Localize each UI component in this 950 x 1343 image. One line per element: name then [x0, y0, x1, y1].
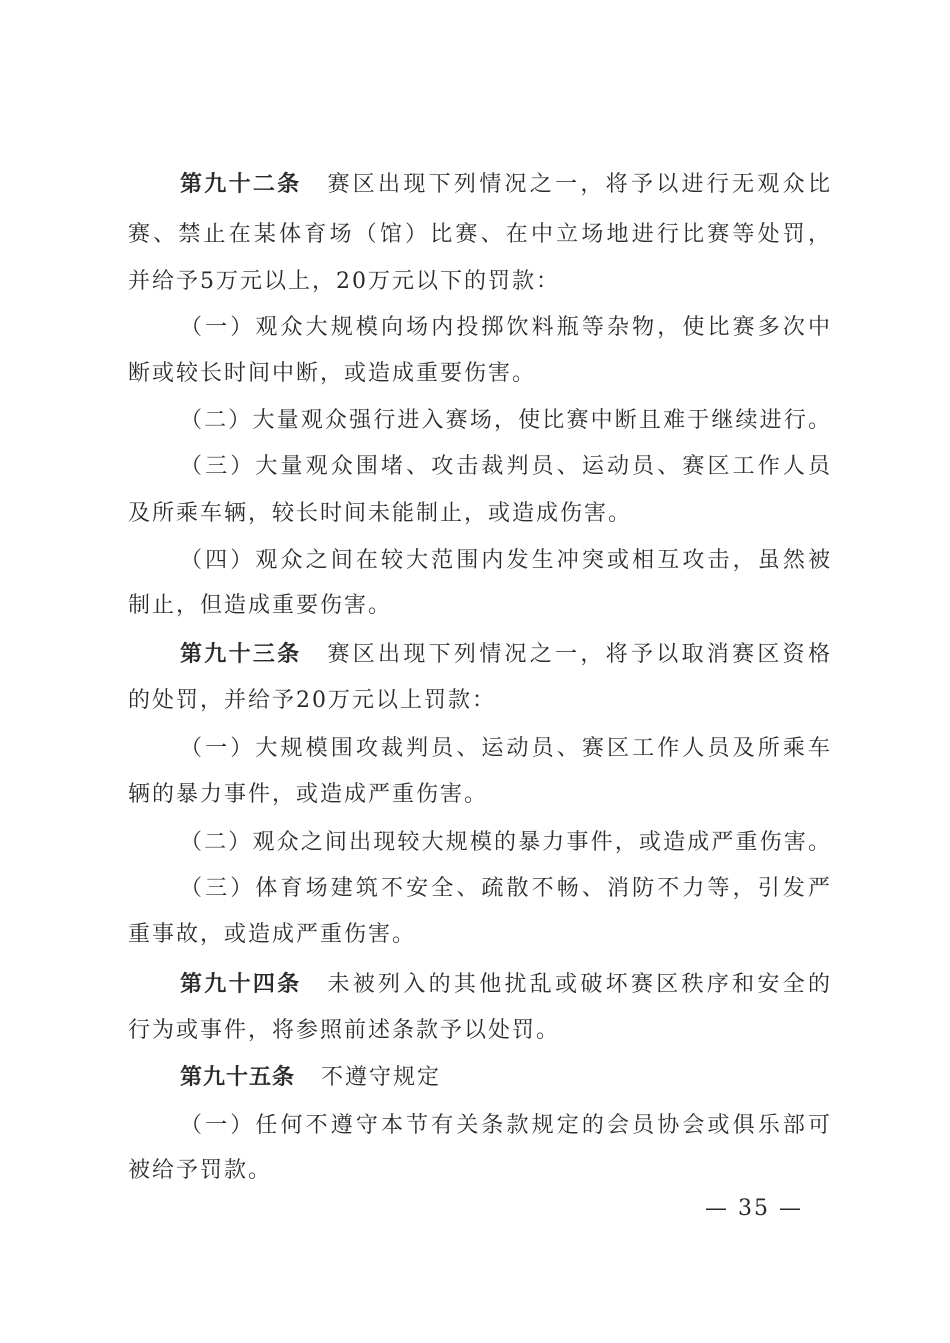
article-text: 不遵守规定 [321, 1065, 442, 1090]
article-94-line: 行为或事件，将参照前述条款予以处罚。 [128, 1018, 561, 1043]
clause: 辆的暴力事件，或造成严重伤害。 [128, 782, 489, 807]
article-93-line: 的处罚，并给予20万元以上罚款： [128, 688, 496, 713]
article-heading: 第九十四条 [180, 972, 302, 997]
clause: （一）大规模围攻裁判员、运动员、赛区工作人员及所乘车 [180, 736, 832, 761]
clause: （四）观众之间在较大范围内发生冲突或相互攻击，虽然被 [180, 548, 832, 573]
article-92-line: 并给予5万元以上，20万元以下的罚款： [128, 269, 560, 294]
clause: （一）任何不遵守本节有关条款规定的会员协会或俱乐部可 [180, 1113, 832, 1138]
article-heading: 第九十三条 [180, 642, 302, 667]
article-94-line [180, 970, 832, 1000]
clause: （三）大量观众围堵、攻击裁判员、运动员、赛区工作人员 [180, 454, 832, 479]
article-92-line: 赛、禁止在某体育场（馆）比赛、在中立场地进行比赛等处罚， [128, 222, 832, 247]
article-93-line [180, 640, 832, 670]
clause: （二）大量观众强行进入赛场，使比赛中断且难于继续进行。 [180, 408, 832, 433]
article-text: 未被列入的其他扰乱或破坏赛区秩序和安全的 [327, 972, 832, 997]
clause: 断或较长时间中断，或造成重要伤害。 [128, 361, 537, 386]
article-95-line [180, 1063, 441, 1093]
article-92-line [180, 170, 832, 200]
article-text: 赛区出现下列情况之一，将予以取消赛区资格 [327, 642, 832, 667]
clause: （二）观众之间出现较大规模的暴力事件，或造成严重伤害。 [180, 830, 832, 855]
article-text: 赛区出现下列情况之一，将予以进行无观众比 [327, 172, 832, 197]
clause: （一）观众大规模向场内投掷饮料瓶等杂物，使比赛多次中 [180, 315, 832, 340]
article-heading: 第九十二条 [180, 172, 302, 197]
article-heading: 第九十五条 [180, 1065, 296, 1090]
clause: 制止，但造成重要伤害。 [128, 593, 393, 618]
clause: （三）体育场建筑不安全、疏散不畅、消防不力等，引发严 [180, 876, 832, 901]
clause: 及所乘车辆，较长时间未能制止，或造成伤害。 [128, 501, 633, 526]
page-number: — 35 — [705, 1196, 803, 1221]
clause: 重事故，或造成严重伤害。 [128, 922, 417, 947]
clause: 被给予罚款。 [128, 1158, 273, 1183]
